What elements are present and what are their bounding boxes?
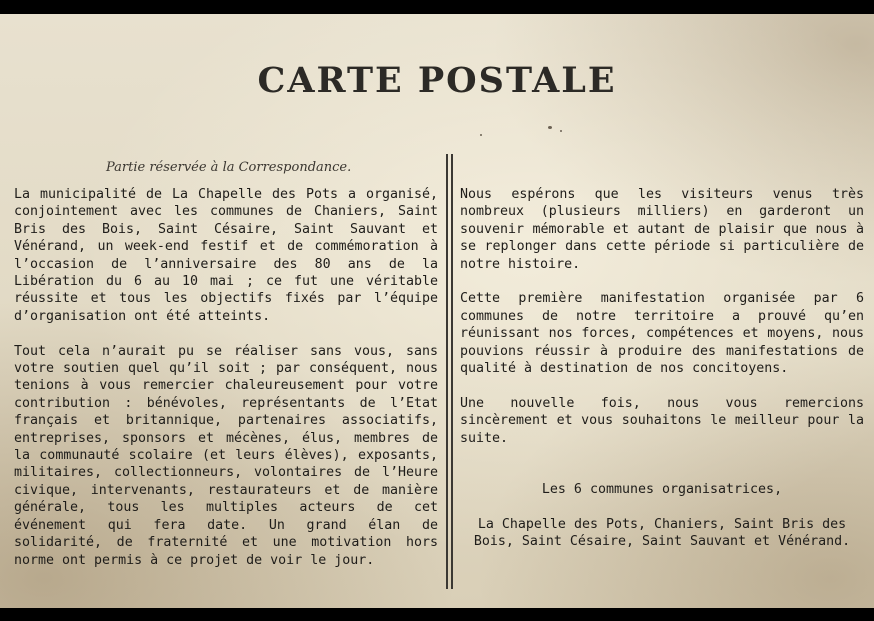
- left-column: [14, 186, 438, 586]
- message-paragraph: Une nouvelle fois, nous vous remercions sincèrement et vous souhaitons le meilleur pour la suite.: [460, 395, 864, 446]
- signature-names: La Chapelle des Pots, Chaniers, Saint Bris des Bois, Saint Césaire, Saint Sauvant et Vénérand.: [473, 516, 851, 550]
- center-divider: [446, 154, 453, 589]
- correspondence-label: Partie réservée à la Correspondance.: [106, 160, 352, 175]
- message-paragraph: Tout cela n’aurait pu se réaliser sans vous, sans votre soutien quel qu’il soit ; par conséquent, nous tenions à vous remercier chaleureusement pour votre contribution : bénévoles, représentants de l’Etat français et britannique, partenaires associatifs, entreprises, sponsors et mécènes, élus, membres de la communauté scolaire (et leurs élèves), exposants, militaires, collectionneurs, volontaires de l’Heure civique, intervenants, restaurateurs et de manière générale, tous les multiples acteurs de cet événement qui fera date. Un grand élan de solidarité, de fraternité et une motivation hors norme ont permis à ce projet de voir le jour.: [14, 343, 438, 568]
- postcard: [0, 14, 874, 608]
- message-paragraph: Cette première manifestation organisée par 6 communes de notre territoire a prouvé qu’en réunissant nos forces, compétences et moyens, nous pouvions réussir à produire des manifestations de qualité à destination de nos concitoyens.: [460, 291, 864, 377]
- ink-speck: [560, 130, 562, 132]
- signature-block: [460, 481, 864, 551]
- message-paragraph: Nous espérons que les visiteurs venus très nombreux (plusieurs milliers) en garderont un souvenir mémorable et autant de plaisir que nous à se replonger dans cette période si particulière de notre histoire.: [460, 187, 864, 272]
- signature-intro: Les 6 communes organisatrices,: [541, 482, 783, 498]
- postcard-title: CARTE POSTALE: [257, 60, 617, 101]
- right-column: [460, 186, 864, 568]
- ink-speck: [548, 126, 552, 129]
- ink-speck: [480, 134, 482, 136]
- message-paragraph: La municipalité de La Chapelle des Pots a organisé, conjointement avec les communes de Chaniers, Saint Bris des Bois, Saint Césaire, Saint Sauvant et Vénérand, un week-end festif et de commémoration à l’occasion de l’anniversaire des 80 ans de la Libération du 6 au 10 mai ; ce fut une véritable réussite et tous les objectifs fixés par l’équipe d’organisation ont été atteints.: [14, 187, 438, 324]
